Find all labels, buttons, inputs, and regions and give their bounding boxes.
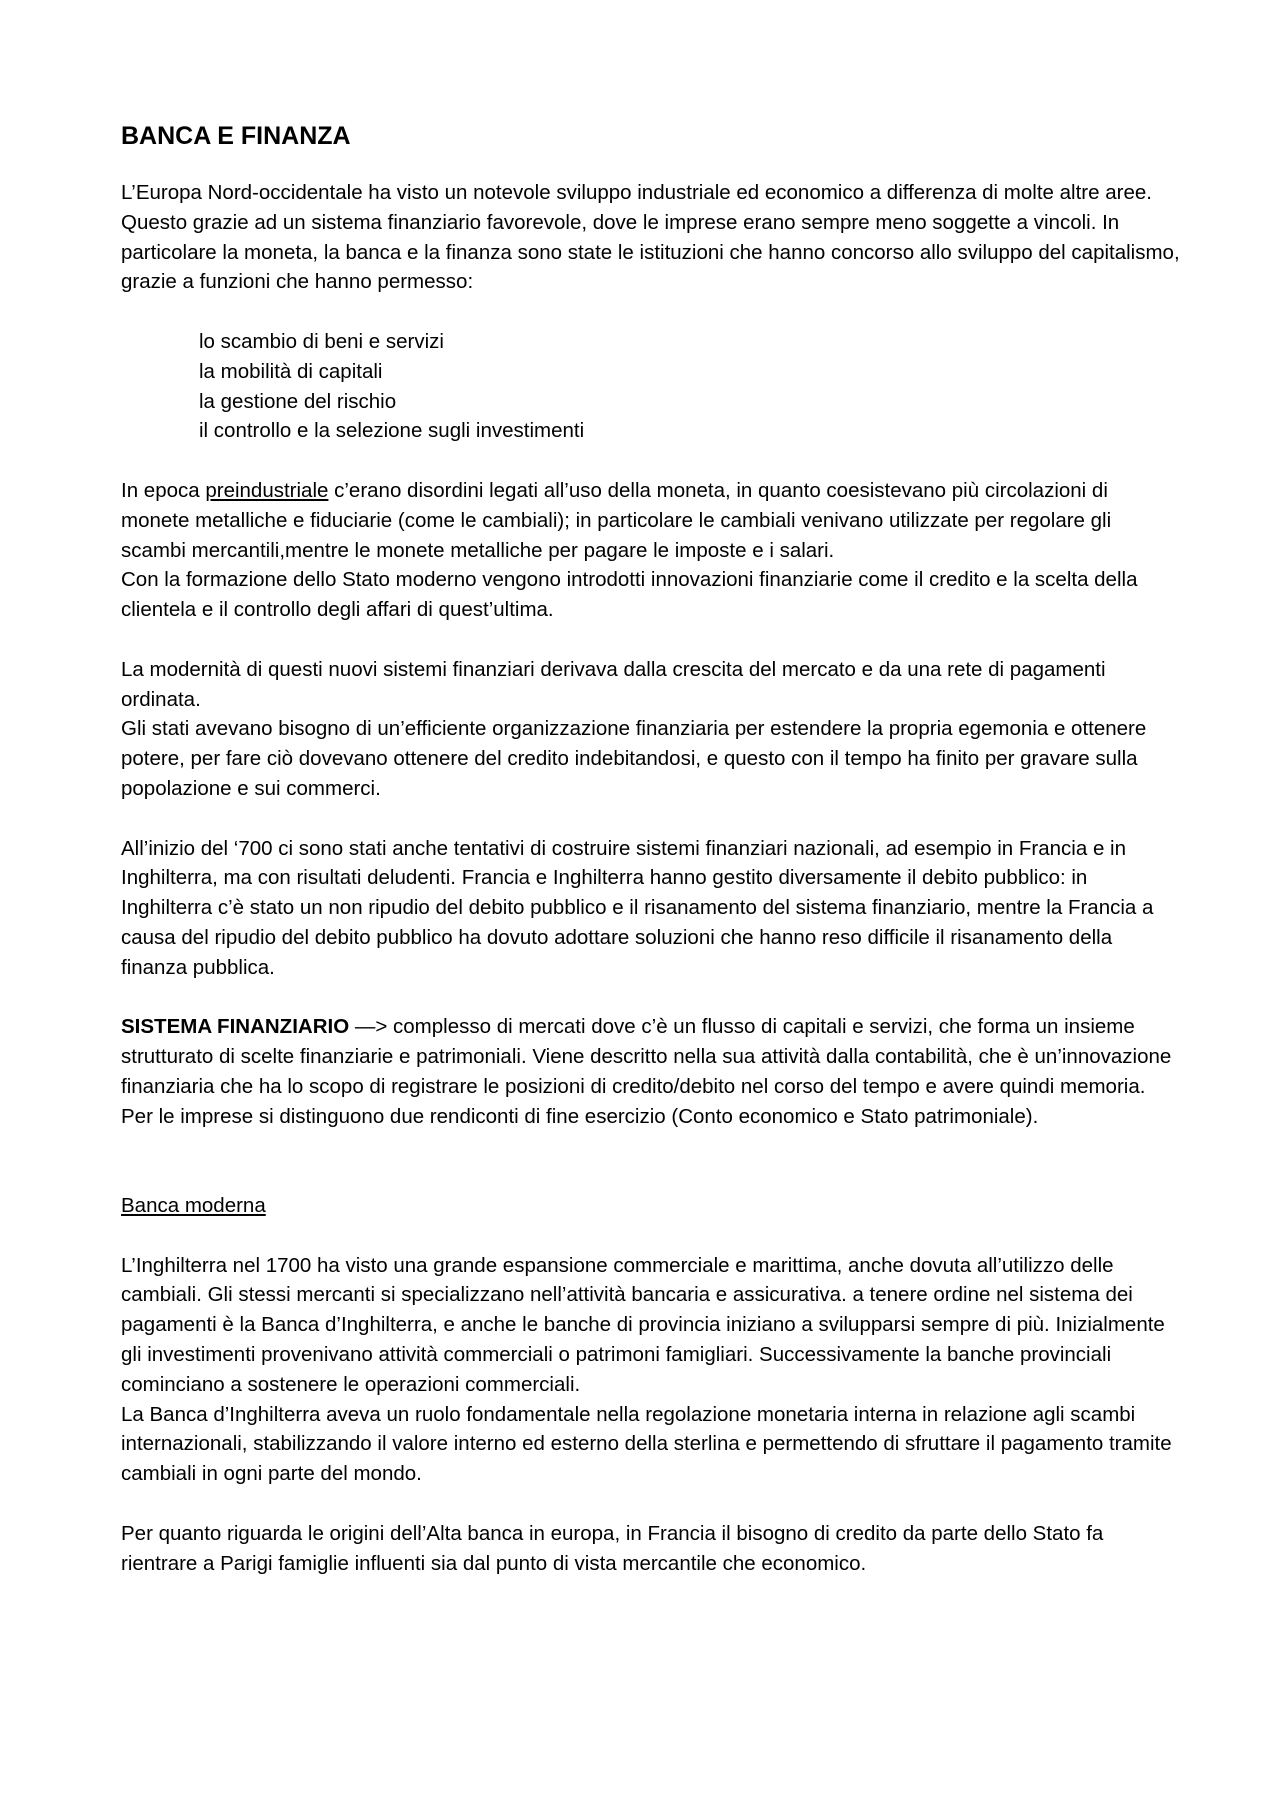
spacer <box>121 297 1181 327</box>
spacer <box>121 804 1181 834</box>
financial-system-paragraph <box>121 1012 1181 1131</box>
high-banking-paragraph: Per quanto riguarda le origini dell’Alta banca in europa, in Francia il bisogno di credito da parte dello Stato fa rientrare a Parigi famiglie influenti sia dal punto di vista mercantile che economico. <box>121 1521 1104 1575</box>
spacer <box>121 625 1181 655</box>
financial-system-term: SISTEMA FINANZIARIO <box>121 1015 350 1039</box>
intro-paragraph: L’Europa Nord-occidentale ha visto un notevole sviluppo industriale ed economico a differenza di molte altre aree. Questo grazie ad un sistema finanziario favorevole, dove le imprese erano sempre meno soggette a vincoli. In particolare la moneta, la banca e la finanza sono state le istituzioni che hanno concorso allo sviluppo del capitalismo, grazie a funzioni che hanno permesso: <box>121 181 1180 294</box>
list-item: lo scambio di beni e servizi <box>199 329 444 353</box>
document-page <box>121 120 1181 1578</box>
preindustrial-paragraph <box>121 476 1181 565</box>
spacer <box>121 1489 1181 1519</box>
spacer <box>121 1221 1181 1251</box>
preindustrial-text: c’erano disordini legati all’uso della moneta, in quanto coesistevano più circolazioni di monete metalliche e fiduciarie (come le cambiali); in particolare le cambiali venivano utilizzate per regolare gli scambi mercantili,mentre le monete metalliche per pagare le imposte e i salari. <box>121 478 1112 562</box>
spacer <box>121 446 1181 476</box>
list-item: la mobilità di capitali <box>199 359 383 383</box>
states-need-paragraph: Gli stati avevano bisogno di un’efficiente organizzazione finanziaria per estendere la propria egemonia e ottenere potere, per fare ciò dovevano ottenere del credito indebitandosi, e questo con il tempo ha finito per gravare sulla popolazione e sui commerci. <box>121 717 1147 800</box>
functions-list <box>121 327 1181 446</box>
bank-of-england-paragraph: La Banca d’Inghilterra aveva un ruolo fondamentale nella regolazione monetaria interna in relazione agli scambi internazionali, stabilizzando il valore interno ed esterno della sterlina e permettendo di sfruttare il pagamento tramite cambiali in ogni parte del mondo. <box>121 1402 1172 1486</box>
list-item: la gestione del rischio <box>199 389 397 413</box>
modern-state-paragraph: Con la formazione dello Stato moderno vengono introdotti innovazioni finanziarie come il credito e la scelta della clientela e il controllo degli affari di quest’ultima. <box>121 568 1138 622</box>
early-700-paragraph: All’inizio del ‘700 ci sono stati anche tentativi di costruire sistemi finanziari nazionali, ad esempio in Francia e in Inghilterra, ma con risultati deludenti. Francia e Inghilterra hanno gestito diversamente il debito pubblico: in Inghilterra c’è stato un non ripudio del debito pubblico e il risanamento del sistema finanziario, mentre la Francia a causa del ripudio del debito pubblico ha dovuto adottare soluzioni che hanno reso difficile il risanamento della finanza pubblica. <box>121 836 1154 979</box>
modernity-paragraph: La modernità di questi nuovi sistemi finanziari derivava dalla crescita del mercato e da una rete di pagamenti ordinata. <box>121 657 1106 711</box>
document-title: BANCA E FINANZA <box>121 122 351 150</box>
financial-system-definition: —> complesso di mercati dove c’è un flusso di capitali e servizi, che forma un insieme strutturato di scelte finanziarie e patrimoniali. Viene descritto nella sua attività dalla contabilità, che è un’innovazione finanziaria che ha lo scopo di registrare le posizioni di credito/debito nel corso del tempo e avere quindi memoria. Per le imprese si distinguono due rendiconti di fine esercizio (Conto economico e Stato patrimoniale). <box>121 1015 1172 1128</box>
preindustrial-lead: In epoca <box>121 478 206 502</box>
list-item: il controllo e la selezione sugli investimenti <box>199 419 585 443</box>
england-1700-paragraph: L’Inghilterra nel 1700 ha visto una grande espansione commerciale e marittima, anche dovuta all’utilizzo delle cambiali. Gli stessi mercanti si specializzano nell’attività bancaria e assicurativa. a tenere ordine nel sistema dei pagamenti è la Banca d’Inghilterra, e anche le banche di provincia iniziano a svilupparsi sempre di più. Inizialmente gli investimenti provenivano attività commerciali o patrimoni famigliari. Successivamente la banche provinciali cominciano a sostenere le operazioni commerciali. <box>121 1253 1165 1396</box>
spacer <box>121 1132 1181 1192</box>
spacer <box>121 983 1181 1013</box>
underlined-term: preindustriale <box>205 478 329 502</box>
section-heading: Banca moderna <box>121 1194 266 1218</box>
